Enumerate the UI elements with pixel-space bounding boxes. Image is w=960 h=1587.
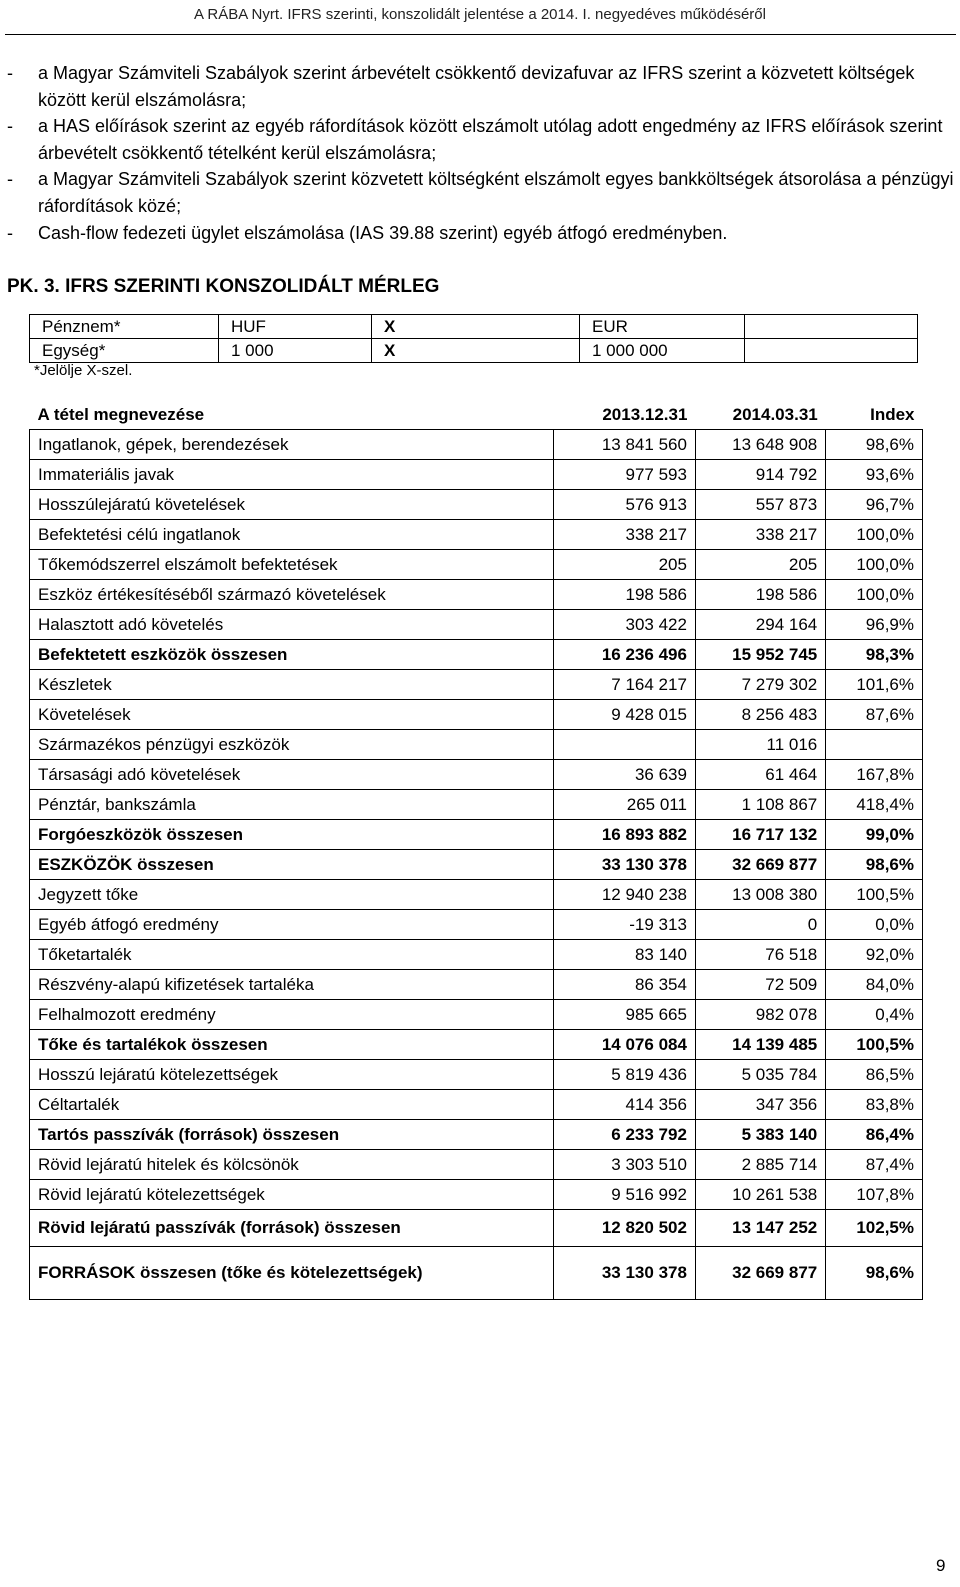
row-label: Eszköz értékesítéséből származó követelések: [30, 580, 554, 610]
value-2014: 10 261 538: [695, 1180, 825, 1210]
value-2013: 16 893 882: [554, 820, 696, 850]
header-rule: [5, 34, 956, 35]
row-label: Immateriális javak: [30, 460, 554, 490]
value-2013: 977 593: [554, 460, 696, 490]
value-2014: 76 518: [695, 940, 825, 970]
unit-mark: X: [372, 339, 580, 363]
row-label: Hosszú lejáratú kötelezettségek: [30, 1060, 554, 1090]
table-row: [30, 730, 923, 760]
value-index: 102,5%: [826, 1210, 923, 1247]
unit-mark: [745, 315, 918, 339]
value-2014: 1 108 867: [695, 790, 825, 820]
value-2014: 8 256 483: [695, 700, 825, 730]
value-index: 98,6%: [826, 850, 923, 880]
list-item: [0, 220, 960, 247]
list-item: [0, 60, 960, 113]
bullet-dash: -: [7, 63, 13, 83]
value-index: 100,5%: [826, 1030, 923, 1060]
row-label: Hosszúlejáratú követelések: [30, 490, 554, 520]
value-index: 87,6%: [826, 700, 923, 730]
table-header-row: [30, 397, 923, 430]
value-2013: 576 913: [554, 490, 696, 520]
list-item: [0, 166, 960, 219]
value-index: 0,4%: [826, 1000, 923, 1030]
value-2014: 198 586: [695, 580, 825, 610]
value-index: 92,0%: [826, 940, 923, 970]
value-index: 0,0%: [826, 910, 923, 940]
row-label: Befektetési célú ingatlanok: [30, 520, 554, 550]
value-2013: 265 011: [554, 790, 696, 820]
unit-mark: X: [372, 315, 580, 339]
value-2014: 13 008 380: [695, 880, 825, 910]
value-2013: [554, 730, 696, 760]
unit-option: HUF: [219, 315, 372, 339]
row-label: Rövid lejáratú hitelek és kölcsönök: [30, 1150, 554, 1180]
row-label: Tőke és tartalékok összesen: [30, 1030, 554, 1060]
table-row: [30, 1210, 923, 1247]
value-2014: 5 383 140: [695, 1120, 825, 1150]
value-index: 100,0%: [826, 580, 923, 610]
row-label: Tartós passzívák (források) összesen: [30, 1120, 554, 1150]
value-2013: 33 130 378: [554, 1247, 696, 1300]
value-2014: 5 035 784: [695, 1060, 825, 1090]
value-2013: 205: [554, 550, 696, 580]
row-label: Forgóeszközök összesen: [30, 820, 554, 850]
value-2013: 7 164 217: [554, 670, 696, 700]
bullet-text: a HAS előírások szerint az egyéb ráfordítások között elszámolt utólag adott engedmény az IFRS előírások szerint árbevételt csökkentő tételként kerül elszámolásra;: [38, 116, 943, 163]
row-label: Készletek: [30, 670, 554, 700]
row-label: Egyéb átfogó eredmény: [30, 910, 554, 940]
table-row: [30, 1150, 923, 1180]
running-header: A RÁBA Nyrt. IFRS szerinti, konszolidált jelentése a 2014. I. negyedéves működéséről: [194, 6, 766, 23]
value-index: 100,5%: [826, 880, 923, 910]
value-index: 98,6%: [826, 1247, 923, 1300]
value-2013: 33 130 378: [554, 850, 696, 880]
table-row: [30, 1060, 923, 1090]
value-index: 96,9%: [826, 610, 923, 640]
value-2014: 13 147 252: [695, 1210, 825, 1247]
value-2014: 15 952 745: [695, 640, 825, 670]
bullet-text: a Magyar Számviteli Szabályok szerint árbevételt csökkentő devizafuvar az IFRS szerint a közvetett költségek között kerül elszámolásra;: [38, 63, 915, 110]
bullet-text: a Magyar Számviteli Szabályok szerint közvetett költségként elszámolt egyes bankköltségek átsorolása a pénzügyi ráfordítások közé;: [38, 169, 954, 216]
value-index: 98,3%: [826, 640, 923, 670]
value-2014: 0: [695, 910, 825, 940]
value-2014: 338 217: [695, 520, 825, 550]
row-label: Pénztár, bankszámla: [30, 790, 554, 820]
value-index: 86,4%: [826, 1120, 923, 1150]
table-row: [30, 315, 918, 339]
bullet-dash: -: [7, 116, 13, 137]
table-row: [30, 1000, 923, 1030]
table-row: [30, 610, 923, 640]
unit-mark: [745, 339, 918, 363]
table-row: [30, 850, 923, 880]
table-row: [30, 1120, 923, 1150]
table-row: [30, 520, 923, 550]
table-row: [30, 1030, 923, 1060]
unit-option: 1 000: [219, 339, 372, 363]
header-index: Index: [870, 404, 915, 424]
footnote: *Jelölje X-szel.: [34, 362, 133, 379]
value-2013: 414 356: [554, 1090, 696, 1120]
value-2014: 294 164: [695, 610, 825, 640]
page-number: 9: [936, 1556, 946, 1575]
value-index: 98,6%: [826, 430, 923, 460]
table-row: [30, 880, 923, 910]
value-2014: 11 016: [695, 730, 825, 760]
table-row: [30, 1090, 923, 1120]
value-index: 167,8%: [826, 760, 923, 790]
value-2014: 347 356: [695, 1090, 825, 1120]
value-index: 101,6%: [826, 670, 923, 700]
row-label: Felhalmozott eredmény: [30, 1000, 554, 1030]
table-row: [30, 670, 923, 700]
row-label: Társasági adó követelések: [30, 760, 554, 790]
value-index: 96,7%: [826, 490, 923, 520]
value-index: 84,0%: [826, 970, 923, 1000]
row-label: Befektetett eszközök összesen: [30, 640, 554, 670]
table-row: [30, 1247, 923, 1300]
value-index: 86,5%: [826, 1060, 923, 1090]
value-2014: 72 509: [695, 970, 825, 1000]
value-2013: 198 586: [554, 580, 696, 610]
value-index: 83,8%: [826, 1090, 923, 1120]
value-2014: 32 669 877: [695, 1247, 825, 1300]
value-2014: 982 078: [695, 1000, 825, 1030]
value-index: 418,4%: [826, 790, 923, 820]
unit-label: Egység*: [30, 339, 219, 363]
bullet-dash: -: [7, 222, 13, 243]
value-2013: 5 819 436: [554, 1060, 696, 1090]
value-index: 87,4%: [826, 1150, 923, 1180]
unit-label: Pénznem*: [30, 315, 219, 339]
value-index: [826, 730, 923, 760]
bullet-text: Cash-flow fedezeti ügylet elszámolása (IAS 39.88 szerint) egyéb átfogó eredményben.: [38, 222, 728, 243]
value-index: 100,0%: [826, 550, 923, 580]
header-2014: 2014.03.31: [732, 404, 818, 424]
balance-sheet-table: [29, 397, 923, 1300]
row-label: Céltartalék: [30, 1090, 554, 1120]
value-index: 107,8%: [826, 1180, 923, 1210]
value-2013: 12 820 502: [554, 1210, 696, 1247]
header-2013: 2013.12.31: [602, 404, 688, 424]
table-row: [30, 430, 923, 460]
value-2013: 303 422: [554, 610, 696, 640]
table-row: [30, 550, 923, 580]
value-2013: 12 940 238: [554, 880, 696, 910]
value-2013: 338 217: [554, 520, 696, 550]
value-2014: 32 669 877: [695, 850, 825, 880]
table-row: [30, 1180, 923, 1210]
value-index: 99,0%: [826, 820, 923, 850]
value-index: 93,6%: [826, 460, 923, 490]
row-label: Rövid lejáratú kötelezettségek: [30, 1180, 554, 1210]
value-2013: 86 354: [554, 970, 696, 1000]
currency-unit-table: [29, 314, 918, 363]
value-2014: 205: [695, 550, 825, 580]
table-row: [30, 640, 923, 670]
value-2013: 985 665: [554, 1000, 696, 1030]
table-row: [30, 339, 918, 363]
unit-option: EUR: [580, 315, 745, 339]
value-2014: 61 464: [695, 760, 825, 790]
value-2013: 6 233 792: [554, 1120, 696, 1150]
value-2013: 83 140: [554, 940, 696, 970]
value-2013: 14 076 084: [554, 1030, 696, 1060]
value-2013: -19 313: [554, 910, 696, 940]
row-label: Jegyzett tőke: [30, 880, 554, 910]
value-2014: 2 885 714: [695, 1150, 825, 1180]
value-2014: 7 279 302: [695, 670, 825, 700]
table-row: [30, 820, 923, 850]
row-label: Származékos pénzügyi eszközök: [30, 730, 554, 760]
value-2013: 9 428 015: [554, 700, 696, 730]
bullet-dash: -: [7, 169, 13, 190]
value-2013: 36 639: [554, 760, 696, 790]
table-row: [30, 940, 923, 970]
row-label: Követelések: [30, 700, 554, 730]
bullet-list: [0, 60, 960, 246]
table-row: [30, 910, 923, 940]
table-row: [30, 790, 923, 820]
value-2013: 16 236 496: [554, 640, 696, 670]
list-item: [0, 113, 960, 166]
table-row: [30, 760, 923, 790]
value-index: 100,0%: [826, 520, 923, 550]
table-row: [30, 970, 923, 1000]
row-label: Részvény-alapú kifizetések tartaléka: [30, 970, 554, 1000]
value-2014: 557 873: [695, 490, 825, 520]
header-label: A tétel megnevezése: [37, 404, 205, 424]
row-label: Rövid lejáratú passzívák (források) összesen: [30, 1210, 554, 1247]
row-label: FORRÁSOK összesen (tőke és kötelezettségek): [30, 1247, 554, 1300]
row-label: Tőkemódszerrel elszámolt befektetések: [30, 550, 554, 580]
section-title: PK. 3. IFRS SZERINTI KONSZOLIDÁLT MÉRLEG: [7, 276, 440, 297]
value-2013: 13 841 560: [554, 430, 696, 460]
balance-sheet-body: [30, 430, 923, 1300]
row-label: Ingatlanok, gépek, berendezések: [30, 430, 554, 460]
table-row: [30, 580, 923, 610]
value-2013: 3 303 510: [554, 1150, 696, 1180]
value-2013: 9 516 992: [554, 1180, 696, 1210]
table-row: [30, 700, 923, 730]
value-2014: 16 717 132: [695, 820, 825, 850]
row-label: Tőketartalék: [30, 940, 554, 970]
table-row: [30, 460, 923, 490]
unit-option: 1 000 000: [580, 339, 745, 363]
value-2014: 14 139 485: [695, 1030, 825, 1060]
row-label: Halasztott adó követelés: [30, 610, 554, 640]
table-row: [30, 490, 923, 520]
value-2014: 914 792: [695, 460, 825, 490]
row-label: ESZKÖZÖK összesen: [30, 850, 554, 880]
value-2014: 13 648 908: [695, 430, 825, 460]
